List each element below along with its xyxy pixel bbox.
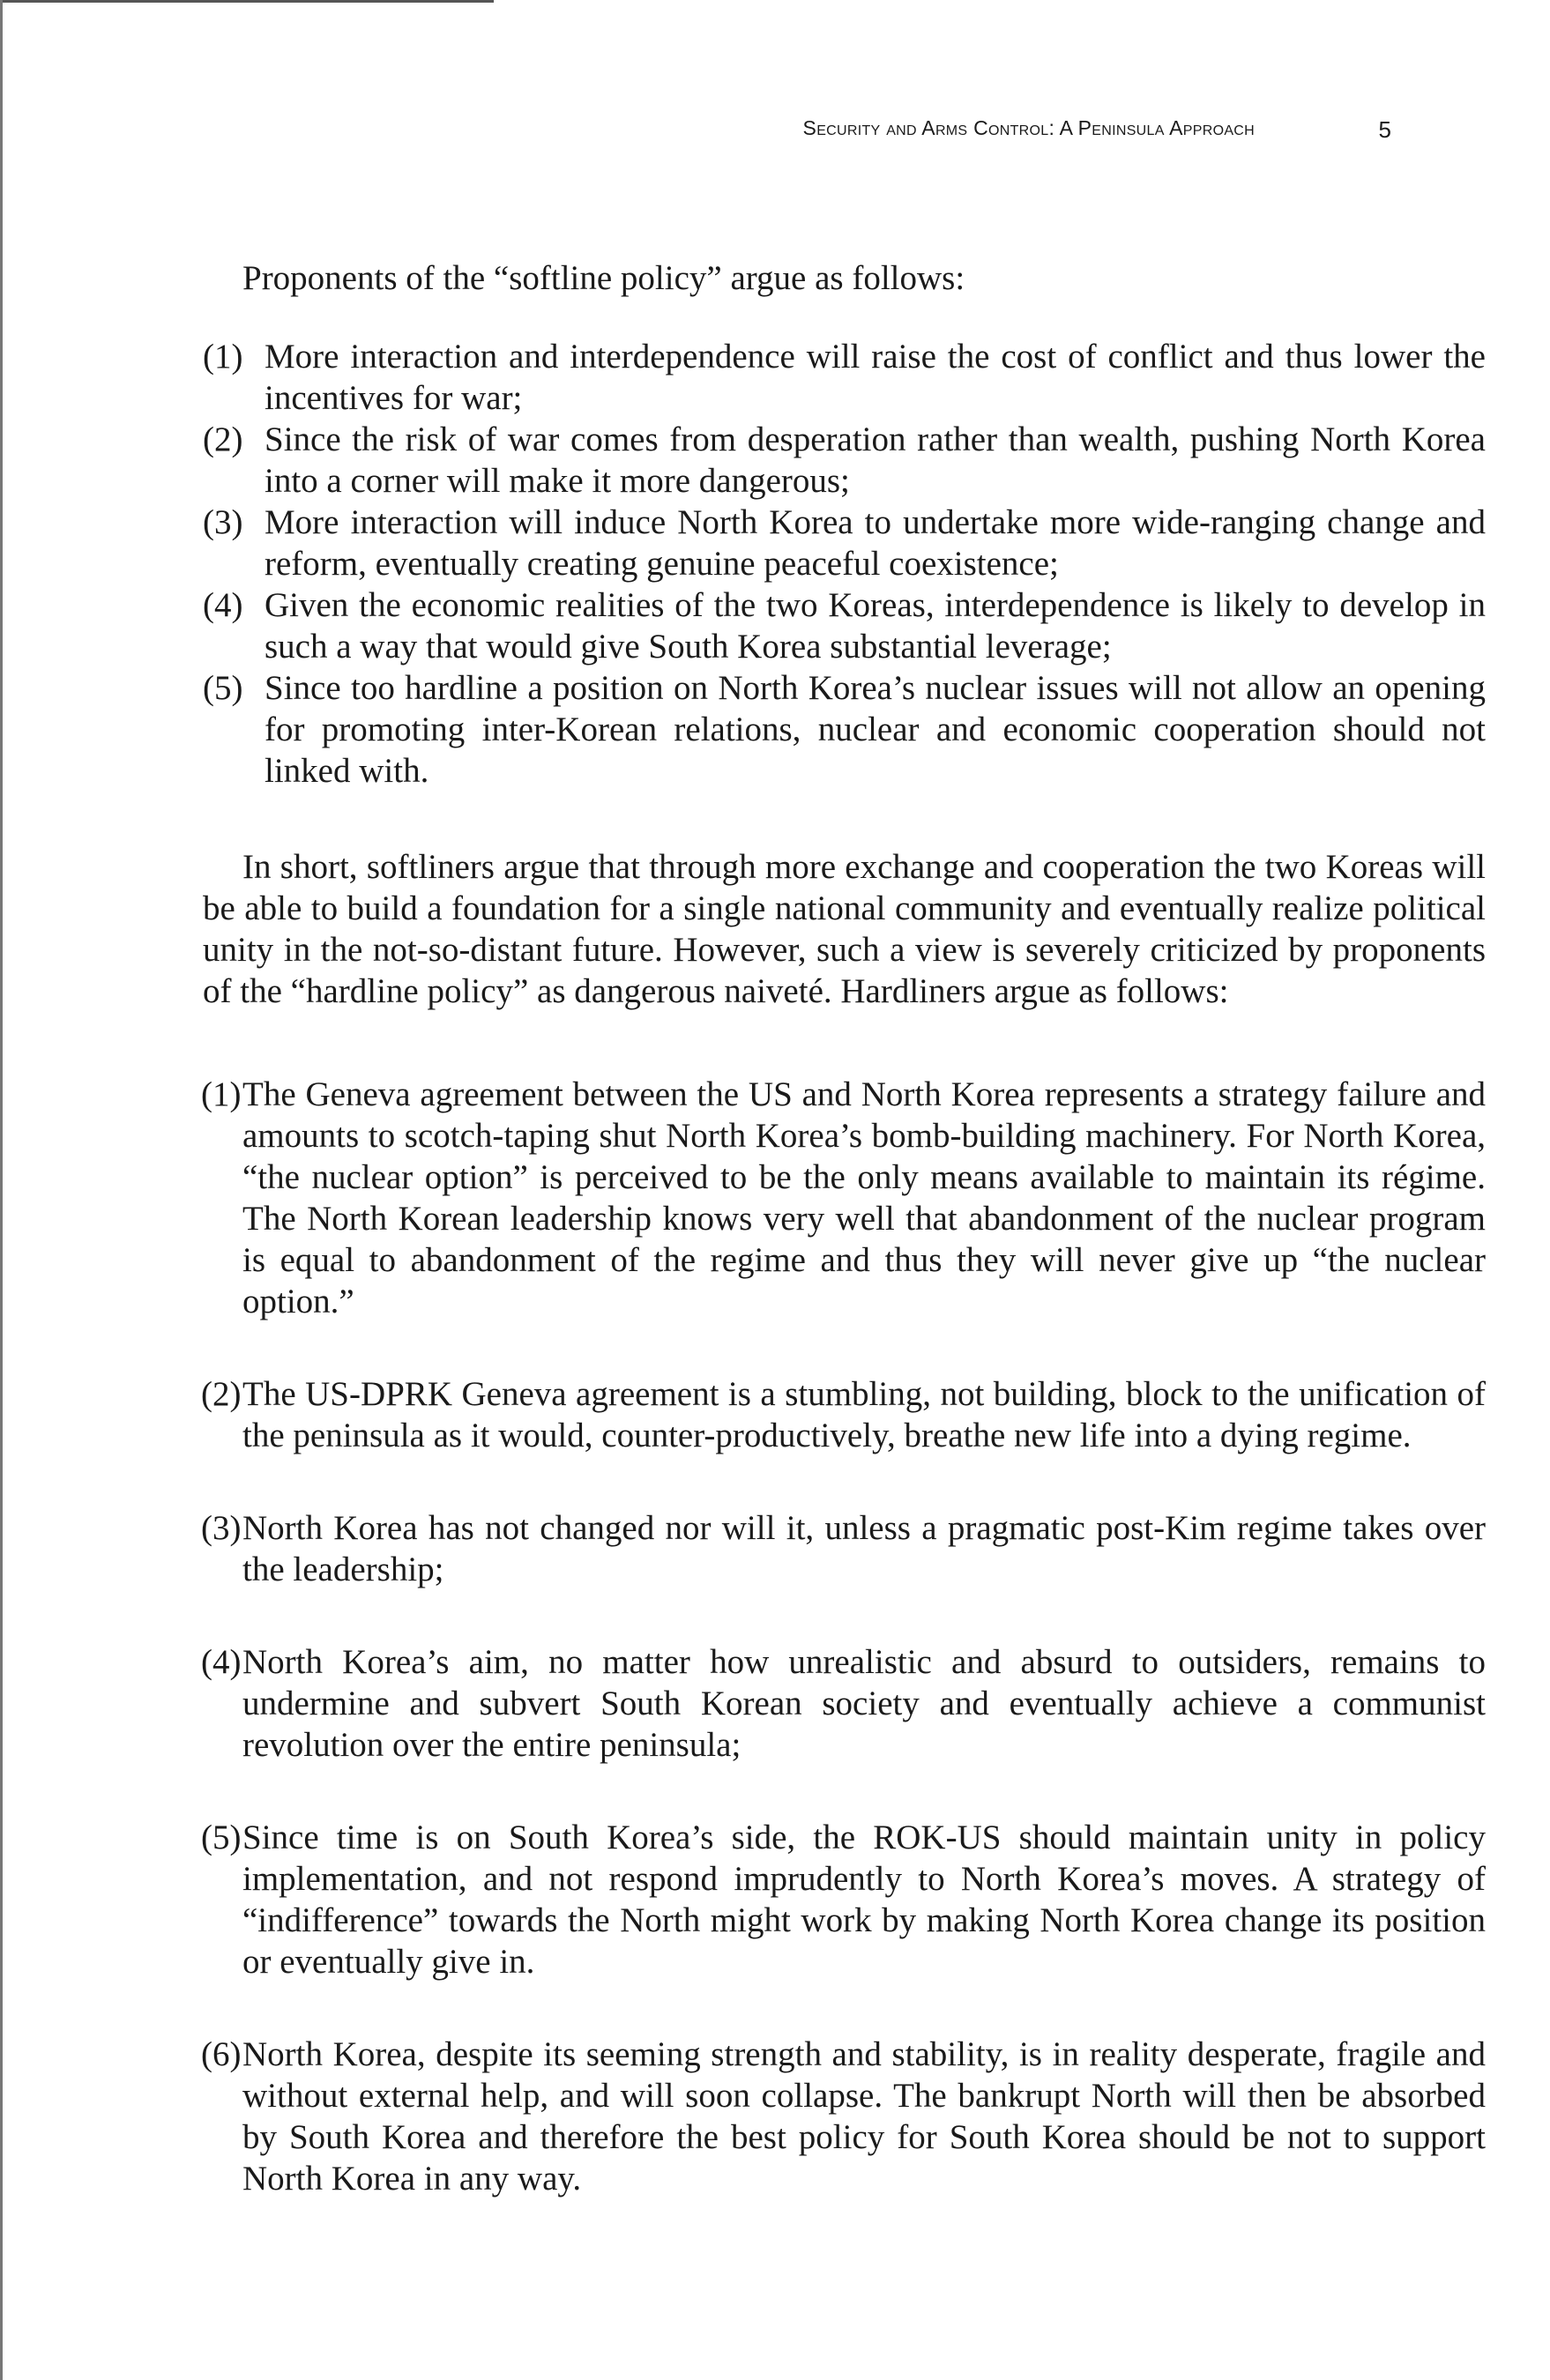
item-number: (5) (203, 669, 243, 707)
list-item (203, 1074, 1486, 1322)
item-text: North Korea, despite its seeming strength and stability, is in reality desperate, fragile and without external help, and will soon collapse. The bankrupt North will then be absorbed by South Korea and therefore the best policy for South Korea should be not to support North Korea in any way. (242, 2035, 1486, 2198)
item-text: More interaction and interdependence will raise the cost of conflict and thus lower the incentives for war; (265, 338, 1486, 417)
item-text: North Korea’s aim, no matter how unrealistic and absurd to outsiders, remains to undermine and subvert South Korean society and eventually achieve a communist revolution over the entire peninsula; (242, 1643, 1486, 1764)
item-number: (1) (203, 338, 243, 376)
list-item (203, 584, 1486, 667)
list-item (203, 667, 1486, 792)
item-text: More interaction will induce North Korea to undertake more wide-ranging change and reform, eventually creating genuine peaceful coexistence; (265, 503, 1486, 583)
item-number: (3) (201, 1509, 242, 1547)
item-number: (3) (203, 503, 243, 541)
running-head (203, 116, 1444, 152)
list-item (203, 1817, 1486, 1982)
scan-edge-left (0, 0, 3, 2380)
list-item (203, 502, 1486, 584)
list-item (203, 1373, 1486, 1456)
page-number: 5 (1378, 116, 1391, 143)
item-text: The Geneva agreement between the US and North Korea represents a strategy failure and amounts to scotch-taping shut North Korea’s bomb-building machinery. For North Korea, “the nuclear option” is perceived to be the only means available to maintain its régime. The North Korean leadership knows very well that abandonment of the nuclear program is equal to abandonment of the regime and thus they will never give up “the nuclear option.” (242, 1075, 1486, 1320)
item-number: (4) (201, 1643, 242, 1681)
running-title: Security and Arms Control: A Peninsula Approach (802, 116, 1255, 139)
item-number: (2) (201, 1375, 242, 1413)
summary-paragraph: In short, softliners argue that through more exchange and cooperation the two Koreas will be able to build a foundation for a single national community and eventually realize political unity in the not-so-distant future. However, such a view is severely criticized by proponents of the “hardline policy” as dangerous naiveté. Hardliners argue as follows: (203, 848, 1486, 1010)
list-item (203, 1507, 1486, 1590)
item-number: (4) (203, 586, 243, 624)
item-text: The US-DPRK Geneva agreement is a stumbling, not building, block to the unification of the peninsula as it would, counter-productively, breathe new life into a dying regime. (242, 1375, 1486, 1454)
softline-list (203, 336, 1486, 792)
item-text: Given the economic realities of the two Koreas, interdependence is likely to develop in such a way that would give South Korea substantial leverage; (265, 586, 1486, 666)
item-number: (6) (201, 2035, 242, 2073)
list-item (203, 2034, 1486, 2199)
item-text: North Korea has not changed nor will it, unless a pragmatic post-Kim regime takes over the leadership; (242, 1509, 1486, 1588)
item-text: Since too hardline a position on North Korea’s nuclear issues will not allow an opening for promoting inter-Korean relations, nuclear and economic cooperation should not linked with. (265, 669, 1486, 790)
softline-intro: Proponents of the “softline policy” argue as follows: (242, 259, 965, 297)
scan-edge-top (0, 0, 494, 3)
hardline-list (203, 1074, 1486, 2199)
list-item (203, 419, 1486, 502)
page-body (203, 257, 1486, 2250)
item-number: (5) (201, 1818, 242, 1856)
item-text: Since time is on South Korea’s side, the ROK-US should maintain unity in policy implementation, and not respond imprudently to North Korea’s moves. A strategy of “indifference” towards the North might work by making North Korea change its position or eventually give in. (242, 1818, 1486, 1981)
list-item (203, 1641, 1486, 1766)
list-item (203, 336, 1486, 419)
item-text: Since the risk of war comes from desperation rather than wealth, pushing North Korea into a corner will make it more dangerous; (265, 420, 1486, 500)
item-number: (1) (201, 1075, 242, 1113)
item-number: (2) (203, 420, 243, 458)
